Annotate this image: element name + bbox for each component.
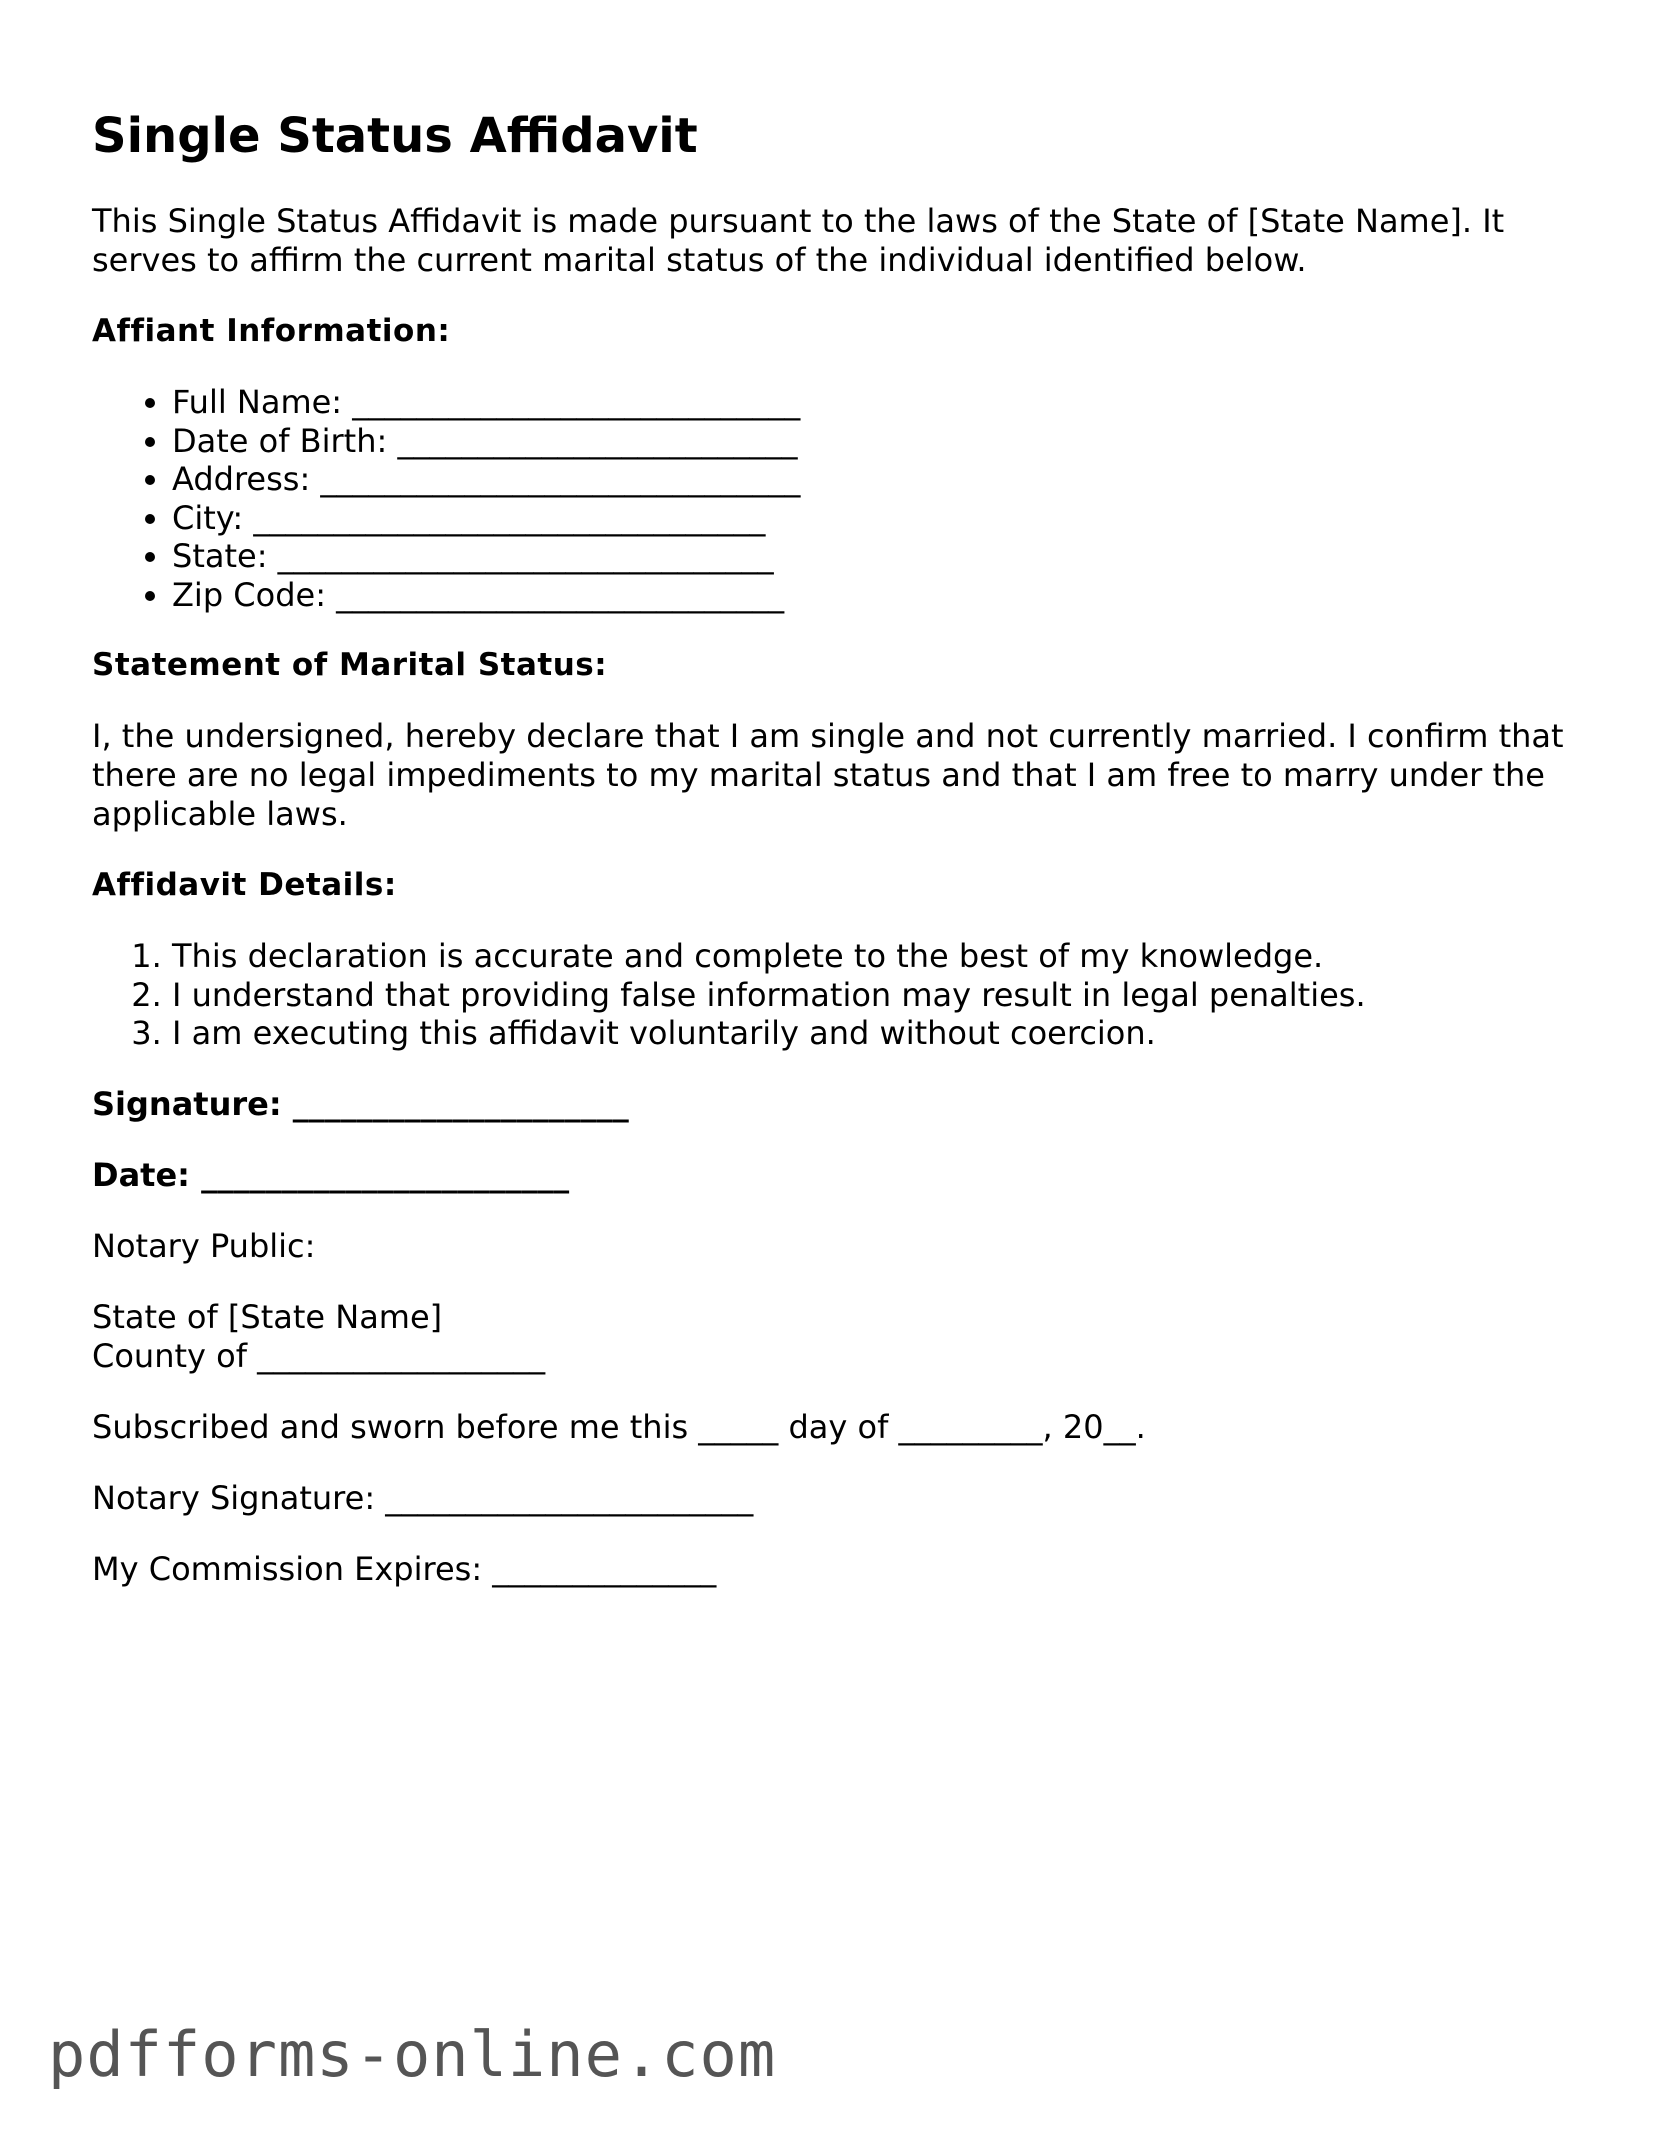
document-title: Single Status Affidavit (92, 108, 698, 164)
commission-expires-line: My Commission Expires: ______________ (92, 1549, 717, 1588)
zip-code-field: • Zip Code: ____________________________ (172, 576, 1572, 615)
full-name-field: • Full Name: ____________________________ (172, 383, 1572, 422)
marital-status-statement: I, the undersigned, hereby declare that I am single and not currently married. I confirm that there are no legal impediments to my marital status and that I am free to marry under the applicable laws. (92, 717, 1564, 833)
affidavit-document (92, 108, 1572, 1621)
detail-item: 1. This declaration is accurate and complete to the best of my knowledge. (172, 937, 1572, 976)
detail-item: 2. I understand that providing false information may result in legal penalties. (172, 976, 1572, 1015)
date-of-birth-field: • Date of Birth: _________________________ (172, 422, 1572, 461)
state-field: • State: _______________________________ (172, 537, 1572, 576)
affiant-information-heading: Affiant Information: (92, 313, 451, 349)
intro-paragraph: This Single Status Affidavit is made pursuant to the laws of the State of [State Name]. It serves to affirm the current marital status of the individual identified below. (92, 202, 1505, 279)
site-watermark: pdfforms-online.com (48, 2018, 777, 2091)
address-field: • Address: ______________________________ (172, 460, 1572, 499)
notary-county-line: County of __________________ (92, 1336, 546, 1375)
affidavit-details-list (92, 937, 1572, 1053)
affidavit-details-heading: Affidavit Details: (92, 867, 397, 903)
notary-block (92, 1227, 1572, 1589)
city-field: • City: ________________________________ (172, 499, 1572, 538)
notary-signature-line: Notary Signature: _______________________ (92, 1478, 754, 1517)
notary-venue (92, 1298, 1572, 1376)
notary-state-line: State of [State Name] (92, 1297, 443, 1336)
affiant-fields-list (92, 383, 1572, 614)
notary-public-label: Notary Public: (92, 1226, 316, 1265)
sworn-statement-line: Subscribed and sworn before me this _____ day of _________, 20__. (92, 1407, 1146, 1446)
signature-line: Signature: _____________________ (92, 1084, 629, 1123)
detail-item: 3. I am executing this affidavit voluntarily and without coercion. (172, 1014, 1572, 1053)
marital-status-heading: Statement of Marital Status: (92, 647, 608, 683)
date-line: Date: _______________________ (92, 1155, 570, 1194)
